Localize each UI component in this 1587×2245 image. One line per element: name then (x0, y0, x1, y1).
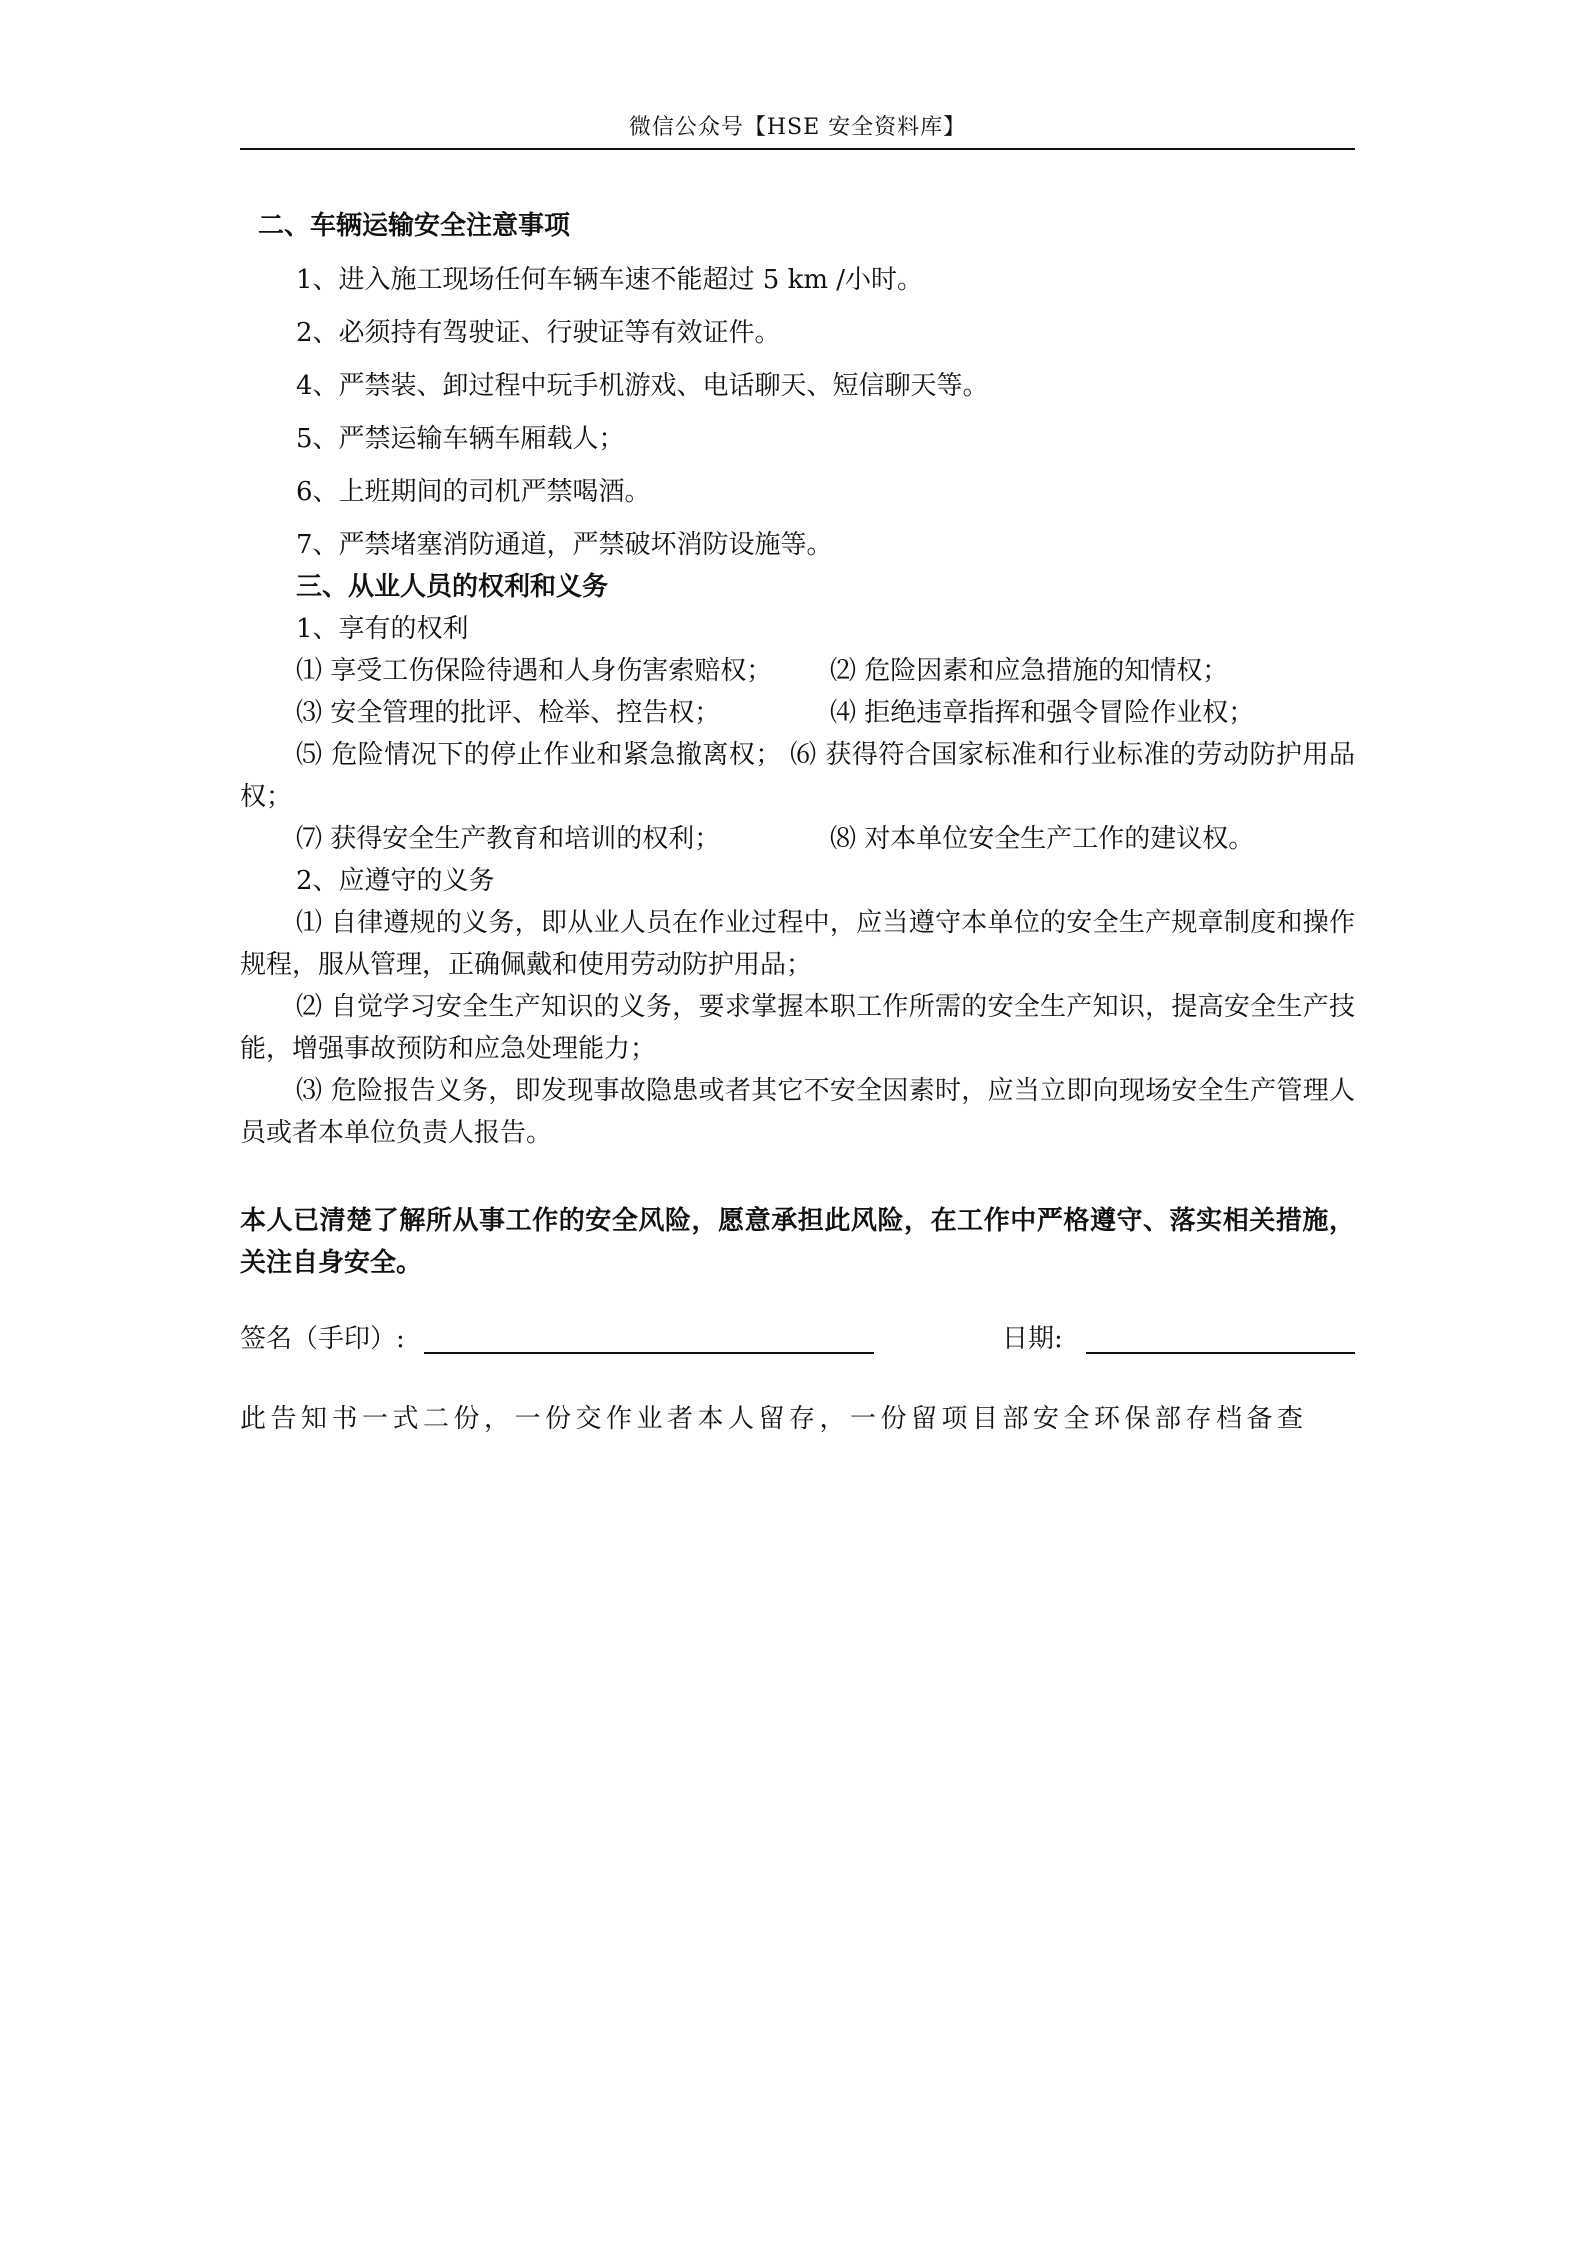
duties-title: 2、应遵守的义务 (296, 866, 495, 896)
acknowledgement-statement: 本人已清楚了解所从事工作的安全风险，愿意承担此风险，在工作中严格遵守、落实相关措施，关注自身安全。 (240, 1206, 1355, 1278)
header-rule (240, 148, 1355, 150)
list-item: 6、上班期间的司机严禁喝酒。 (296, 477, 651, 507)
document-body (240, 205, 1355, 1440)
duty-item: ⑴ 自律遵规的义务，即从业人员在作业过程中，应当遵守本单位的安全生产规章制度和操作规程，服从管理，正确佩戴和使用劳动防护用品； (240, 908, 1355, 980)
right-item: ⑶ 安全管理的批评、检举、控告权； (296, 698, 721, 728)
duty-item: ⑶ 危险报告义务，即发现事故隐患或者其它不安全因素时，应当立即向现场安全生产管理人员或者本单位负责人报告。 (240, 1076, 1355, 1148)
section-title-rights-duties: 三、从业人员的权利和义务 (296, 572, 609, 602)
rights-row (240, 650, 1355, 692)
date-label: 日期: (1002, 1324, 1063, 1354)
right-item: ⑵ 危险因素和应急措施的知情权； (830, 656, 1229, 686)
list-item: 1、进入施工现场任何车辆车速不能超过 5 km /小时。 (296, 265, 924, 295)
signature-line[interactable] (424, 1352, 874, 1354)
duty-item: ⑵ 自觉学习安全生产知识的义务，要求掌握本职工作所需的安全生产知识，提高安全生产技能，增强事故预防和应急处理能力； (240, 992, 1355, 1064)
rights-row (240, 692, 1355, 734)
right-item: ⑺ 获得安全生产教育和培训的权利； (296, 824, 721, 854)
right-item-wrapped: ⑸ 危险情况下的停止作业和紧急撤离权； ⑹ 获得符合国家标准和行业标准的劳动防护用品权； (240, 740, 1355, 812)
rights-row (240, 818, 1355, 860)
signature-label: 签名（手印）: (240, 1324, 405, 1354)
right-item: ⑻ 对本单位安全生产工作的建议权。 (830, 824, 1255, 854)
right-item: ⑷ 拒绝违章指挥和强令冒险作业权； (830, 698, 1255, 728)
list-item: 7、严禁堵塞消防通道，严禁破坏消防设施等。 (296, 530, 833, 560)
copies-note: 此告知书一式二份，一份交作业者本人留存，一份留项目部安全环保部存档备查 (240, 1404, 1308, 1434)
page-header: 微信公众号【HSE 安全资料库】 (628, 115, 967, 140)
rights-title: 1、享有的权利 (296, 614, 469, 644)
section-title-vehicle-safety: 二、车辆运输安全注意事项 (258, 211, 571, 241)
list-item: 5、严禁运输车辆车厢载人； (296, 424, 625, 454)
date-line[interactable] (1086, 1352, 1355, 1354)
list-item: 2、必须持有驾驶证、行驶证等有效证件。 (296, 318, 781, 348)
right-item: ⑴ 享受工伤保险待遇和人身伤害索赔权； (296, 656, 773, 686)
signature-row (240, 1318, 1355, 1360)
list-item: 4、严禁装、卸过程中玩手机游戏、电话聊天、短信聊天等。 (296, 371, 989, 401)
